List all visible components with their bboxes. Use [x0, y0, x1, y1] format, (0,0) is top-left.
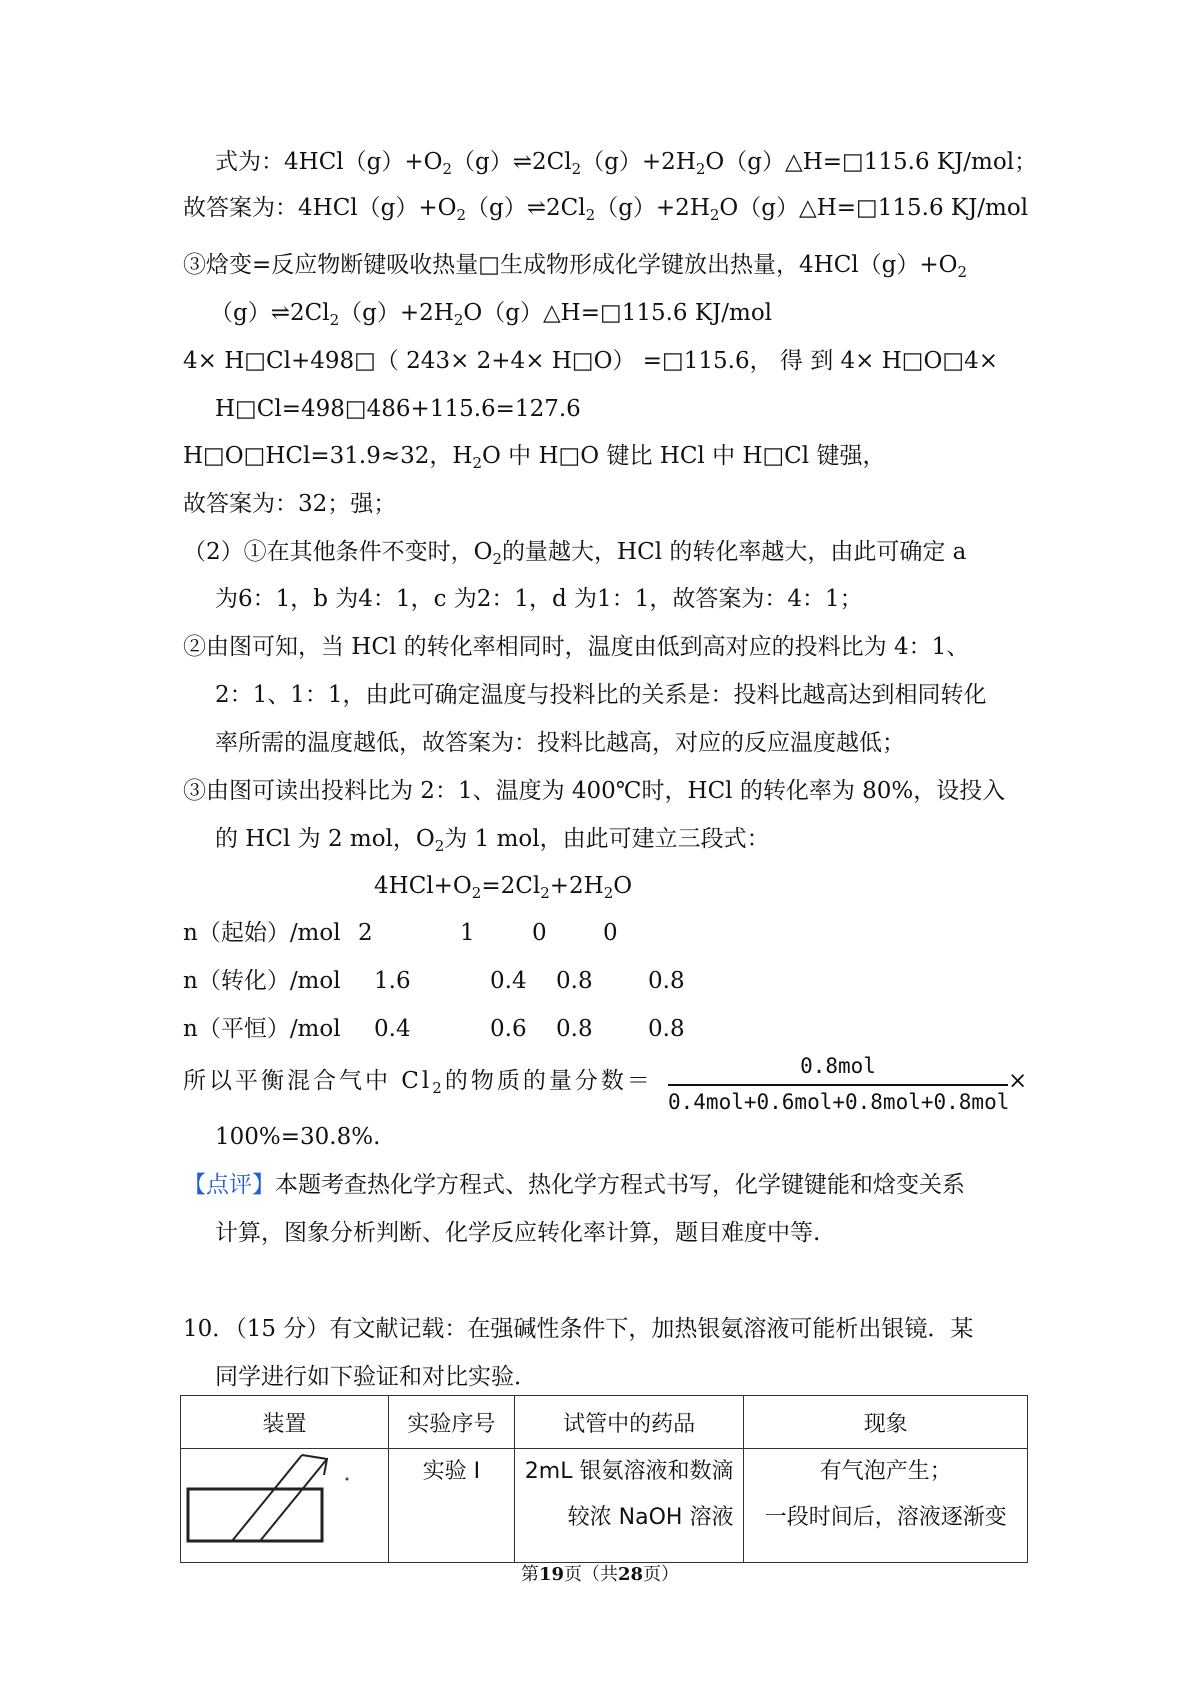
subscript: 2 [603, 884, 614, 902]
text-span: 4× H□Cl+498□（ 243× 2+4× H□O） =□115.6， 得 到 4× H□O□4× [183, 348, 999, 374]
fraction-numerator: 0.8mol [800, 1054, 876, 1078]
text-span: 为6：1，b 为4：1，c 为2：1，d 为1：1，故答案为：4：1； [215, 586, 863, 612]
fraction-bar [668, 1084, 1008, 1086]
text-span: 同学进行如下验证和对比实验． [215, 1364, 537, 1390]
subscript: 2 [432, 1079, 445, 1097]
text-line [215, 1362, 537, 1392]
text-line [183, 776, 1005, 806]
text-span: 率所需的温度越低，故答案为：投料比越高，对应的反应温度越低； [215, 730, 905, 756]
row-value: 0 [603, 920, 618, 946]
text-span: 的 HCl 为 2 mol，O [215, 826, 435, 852]
mole-fraction [668, 1054, 1008, 1114]
text-line [215, 728, 905, 758]
drug-cell [514, 1449, 744, 1563]
reaction-equation [374, 871, 632, 901]
fraction-denominator: 0.4mol+0.6mol+0.8mol+0.8mol [668, 1090, 1010, 1114]
footer-text: 页（共 [564, 1564, 618, 1585]
row-label: n（平恒）/mol [183, 1016, 341, 1042]
text-span: 故答案为：32；强； [183, 491, 397, 517]
text-line [215, 584, 863, 614]
text-line [215, 394, 581, 424]
total-pages: 28 [618, 1564, 644, 1585]
seq-text: 实验 I [422, 1459, 481, 1484]
row-value: 0.8 [556, 968, 593, 994]
header-cell: 试管中的药品 [514, 1396, 744, 1449]
row-label: n（起始）/mol [183, 920, 341, 946]
text-span: H□O□HCl=31.9≈32，H [183, 443, 473, 469]
text-span: （g）⇌2Cl [466, 195, 586, 221]
text-span: 为 1 mol，由此可建立三段式： [444, 826, 770, 852]
row-value: 0.6 [490, 1016, 527, 1042]
text-span: O（g）△H=□115.6 KJ/mol [719, 195, 1029, 221]
text-line [183, 537, 966, 567]
text-span: （2）①在其他条件不变时，O [183, 539, 493, 565]
subscript: 2 [571, 160, 582, 178]
text-line [183, 441, 885, 471]
text-span: 故答案为：4HCl（g）+O [183, 195, 457, 221]
footer-text: 第 [520, 1564, 539, 1585]
text-span: ③焓变=反应物断键吸收热量□生成物形成化学键放出热量，4HCl（g）+O [183, 252, 958, 278]
text-line [183, 346, 998, 376]
row-value: 0.8 [648, 1016, 685, 1042]
text-span: （g）+2H [595, 195, 710, 221]
row-label: n（转化）/mol [183, 968, 341, 994]
subscript: 2 [329, 311, 340, 329]
row-value: 0.8 [556, 1016, 593, 1042]
seq-cell [388, 1449, 514, 1563]
row-value: 1.6 [374, 968, 411, 994]
text-line [183, 193, 1028, 223]
text-span: 计算，图象分析判断、化学反应转化率计算，题目难度中等. [215, 1220, 821, 1246]
text-line [215, 1218, 820, 1248]
row-value: 0.4 [374, 1016, 411, 1042]
text-span: 式为：4HCl（g）+O [215, 149, 443, 175]
experiment-table [180, 1395, 1028, 1563]
text-span: 所以平衡混合气中 Cl [183, 1068, 433, 1094]
times-sign: × [1008, 1068, 1028, 1094]
subscript: 2 [492, 550, 503, 568]
subscript: 2 [709, 206, 720, 224]
row-value: 2 [358, 920, 373, 946]
subscript: 2 [957, 263, 968, 281]
text-span: O（g）△H=□115.6 KJ/mol； [705, 149, 1038, 175]
text-line [183, 250, 967, 280]
subscript: 2 [471, 884, 482, 902]
text-span: 的量越大，HCl 的转化率越大，由此可确定 a [502, 539, 967, 565]
text-span: =2Cl [481, 873, 541, 899]
page-number: 19 [538, 1564, 564, 1585]
text-line [215, 824, 770, 854]
text-span: （g）+2H [339, 300, 454, 326]
question-title [183, 1314, 973, 1344]
text-span: （g）⇌2Cl [210, 300, 330, 326]
apparatus-sketch [182, 1449, 386, 1545]
text-line [183, 1066, 653, 1096]
drug-text: 2mL 银氨溶液和数滴 [524, 1459, 734, 1484]
text-span: 100%=30.8%. [215, 1124, 381, 1150]
text-span: O 中 H□O 键比 HCl 中 H□Cl 键强， [482, 443, 886, 469]
subscript: 2 [434, 837, 445, 855]
subscript: 2 [456, 206, 467, 224]
apparatus-cell [181, 1449, 389, 1563]
text-span: ②由图可知，当 HCl 的转化率相同时，温度由低到高对应的投料比为 4：1、 [183, 634, 970, 660]
text-span: O（g）△H=□115.6 KJ/mol [463, 300, 773, 326]
text-span: 10．（15 分）有文献记载：在强碱性条件下，加热银氨溶液可能析出银镜．某 [183, 1316, 974, 1342]
page-footer [0, 1560, 1200, 1586]
text-span: （g）⇌2Cl [452, 149, 572, 175]
subscript: 2 [472, 454, 483, 472]
comment-line [183, 1170, 965, 1200]
text-line [215, 1122, 380, 1152]
header-cell: 装置 [181, 1396, 389, 1449]
header-cell: 实验序号 [388, 1396, 514, 1449]
table-row [181, 1449, 1028, 1563]
text-line [183, 489, 396, 519]
text-span: 本题考查热化学方程式、热化学方程式书写，化学键键能和焓变关系 [275, 1172, 965, 1198]
text-span: +2H [549, 873, 604, 899]
text-span: O [613, 873, 633, 899]
text-span: （g）+2H [581, 149, 696, 175]
subscript: 2 [695, 160, 706, 178]
subscript: 2 [453, 311, 464, 329]
drug-text: 较浓 NaOH 溶液 [567, 1505, 734, 1530]
row-value: 0 [532, 920, 547, 946]
header-cell: 现象 [744, 1396, 1028, 1449]
text-span: ③由图可读出投料比为 2：1、温度为 400℃时，HCl 的转化率为 80%，设投入 [183, 778, 1006, 804]
obs-text: 有气泡产生； [819, 1459, 952, 1484]
obs-cell [744, 1449, 1028, 1563]
text-span: 2：1、1：1，由此可确定温度与投料比的关系是：投料比越高达到相同转化 [215, 682, 987, 708]
text-line [215, 147, 1037, 177]
footer-text: 页） [643, 1564, 680, 1585]
text-line [210, 298, 772, 328]
row-value: 1 [460, 920, 475, 946]
text-span: H□Cl=498□486+115.6=127.6 [215, 396, 581, 422]
row-value: 0.4 [490, 968, 527, 994]
text-span: 的物质的量分数＝ [444, 1068, 653, 1094]
table-header-row [181, 1396, 1028, 1449]
text-line [183, 632, 969, 662]
subscript: 2 [540, 884, 550, 902]
comment-label: 【点评】 [183, 1172, 275, 1198]
text-line [215, 680, 987, 710]
text-span: 4HCl+O [374, 873, 472, 899]
obs-text: 一段时间后，溶液逐渐变 [764, 1505, 1007, 1530]
subscript: 2 [442, 160, 453, 178]
subscript: 2 [585, 206, 596, 224]
row-value: 0.8 [648, 968, 685, 994]
